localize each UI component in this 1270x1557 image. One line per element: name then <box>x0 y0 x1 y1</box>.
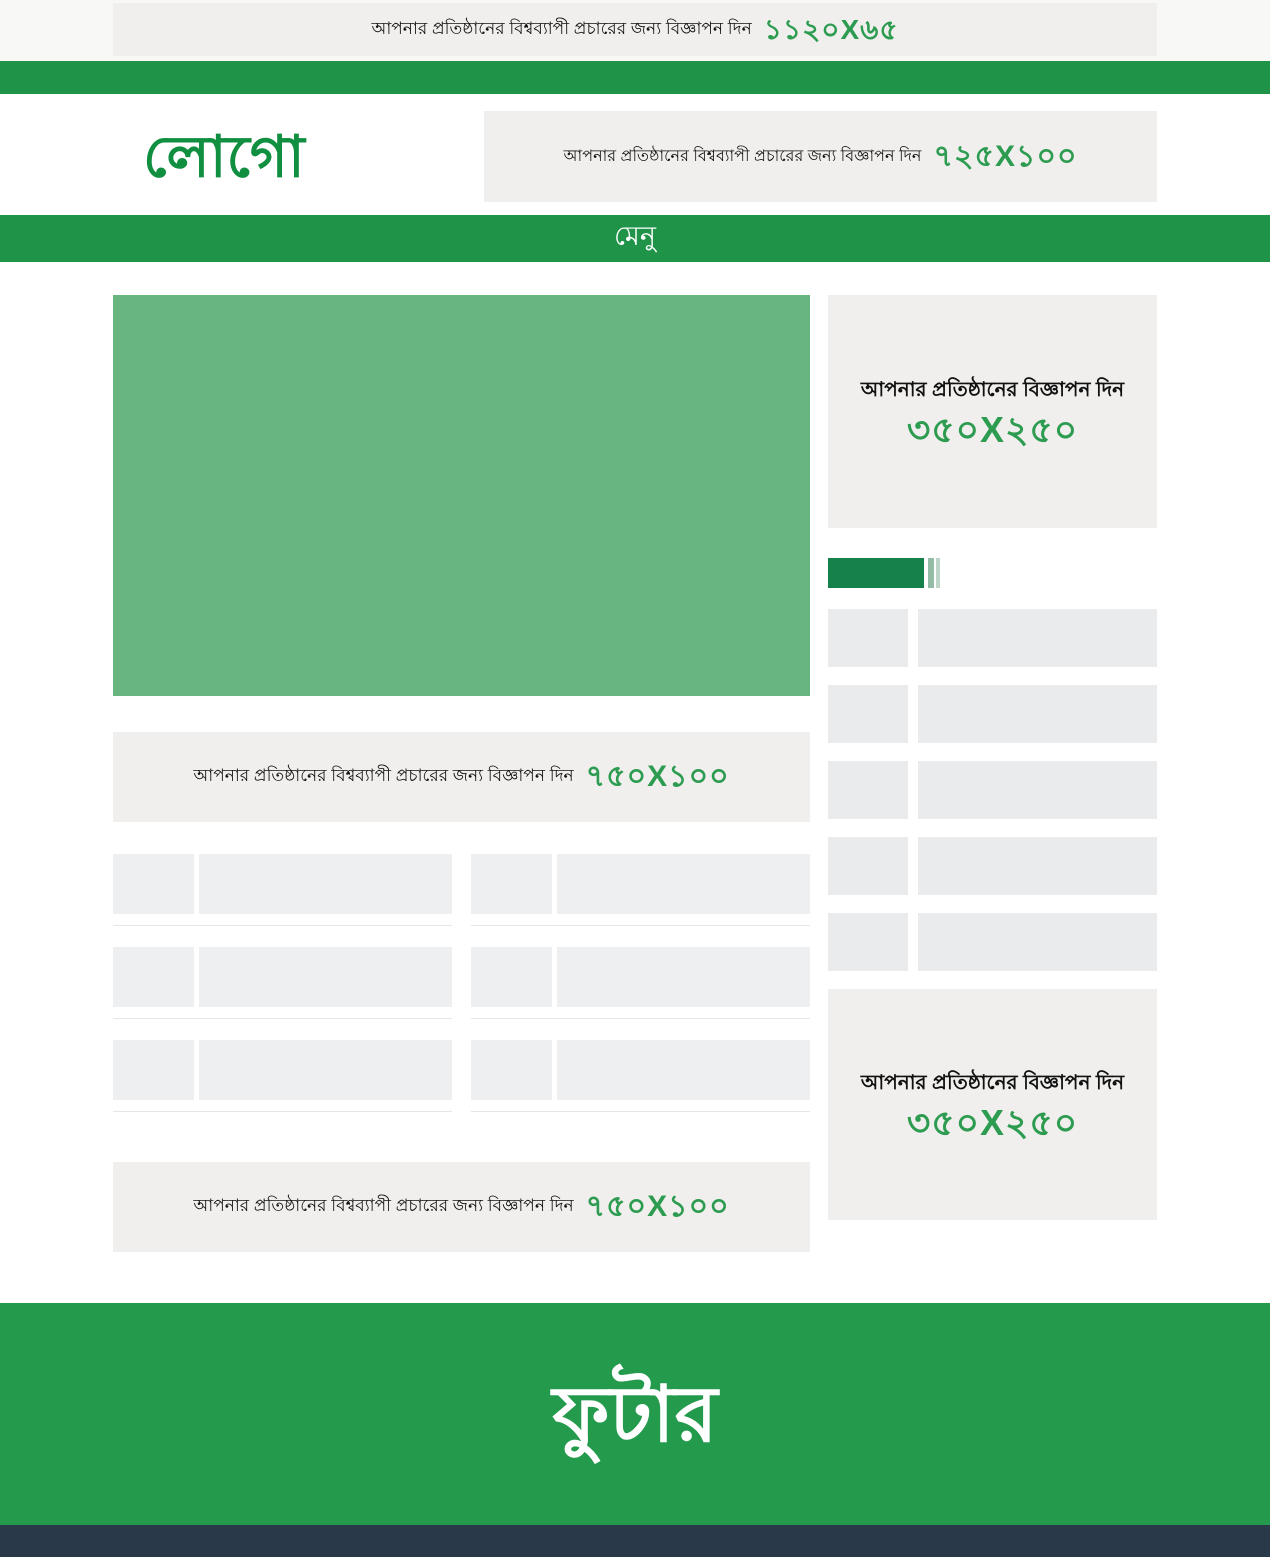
news-thumbnail-placeholder <box>471 854 552 914</box>
top-ad-text: আপনার প্রতিষ্ঠানের বিশ্বব্যাপী প্রচারের জন্য বিজ্ঞাপন দিন <box>371 18 752 38</box>
section-heading-stripe <box>928 558 934 588</box>
main-column <box>113 295 810 1252</box>
sidebar-text-placeholder <box>918 609 1157 667</box>
news-text-placeholder <box>557 1040 810 1100</box>
news-text-placeholder <box>199 1040 452 1100</box>
section-heading-stripe <box>936 558 940 588</box>
sidebar-text-placeholder <box>918 685 1157 743</box>
site-logo[interactable]: লোগো <box>143 123 305 189</box>
header-ad-banner[interactable] <box>484 111 1157 202</box>
menu-bar[interactable] <box>0 215 1270 262</box>
brand-bar <box>0 61 1270 94</box>
site-footer <box>0 1303 1270 1525</box>
sidebar-news-item[interactable] <box>828 609 1157 667</box>
news-text-placeholder <box>557 854 810 914</box>
top-ad-banner[interactable] <box>113 3 1157 56</box>
news-text-placeholder <box>199 947 452 1007</box>
sidebar-thumbnail-placeholder <box>828 913 908 971</box>
sidebar-text-placeholder <box>918 761 1157 819</box>
news-item[interactable] <box>471 854 810 926</box>
news-thumbnail-placeholder <box>113 1040 194 1100</box>
content-area <box>113 262 1157 1252</box>
sidebar-news-item[interactable] <box>828 685 1157 743</box>
header-ad-size: ৭২৫X১০০ <box>933 139 1078 173</box>
bottom-bar <box>0 1525 1270 1557</box>
content-ad-banner-bottom[interactable] <box>113 1162 810 1252</box>
news-item[interactable] <box>113 947 452 1019</box>
news-grid <box>113 854 810 1133</box>
content-ad-bottom-text: আপনার প্রতিষ্ঠানের বিশ্বব্যাপী প্রচারের জন্য বিজ্ঞাপন দিন <box>193 1196 574 1215</box>
content-ad-top-text: আপনার প্রতিষ্ঠানের বিশ্বব্যাপী প্রচারের জন্য বিজ্ঞাপন দিন <box>193 766 574 785</box>
news-item[interactable] <box>471 947 810 1019</box>
news-thumbnail-placeholder <box>113 947 194 1007</box>
header-ad-text: আপনার প্রতিষ্ঠানের বিশ্বব্যাপী প্রচারের জন্য বিজ্ঞাপন দিন <box>563 148 922 165</box>
footer-label: ফুটার <box>552 1370 718 1458</box>
content-ad-bottom-size: ৭৫০X১০০ <box>585 1190 730 1223</box>
sidebar-thumbnail-placeholder <box>828 761 908 819</box>
sidebar-section-heading-placeholder <box>828 558 1157 588</box>
sidebar <box>828 295 1157 1252</box>
site-header <box>0 94 1270 215</box>
news-thumbnail-placeholder <box>471 947 552 1007</box>
news-text-placeholder <box>199 854 452 914</box>
news-item[interactable] <box>113 1040 452 1112</box>
sidebar-ad-top-text: আপনার প্রতিষ্ঠানের বিজ্ঞাপন দিন <box>860 379 1125 401</box>
content-ad-banner-top[interactable] <box>113 732 810 822</box>
top-ad-strip <box>0 0 1270 61</box>
sidebar-thumbnail-placeholder <box>828 837 908 895</box>
sidebar-news-item[interactable] <box>828 913 1157 971</box>
section-heading-bar <box>828 558 924 588</box>
sidebar-thumbnail-placeholder <box>828 609 908 667</box>
sidebar-ad-top[interactable] <box>828 295 1157 528</box>
sidebar-ad-bottom-size: ৩৫০X২৫০ <box>906 1102 1079 1143</box>
news-item[interactable] <box>113 854 452 926</box>
sidebar-text-placeholder <box>918 837 1157 895</box>
content-ad-top-size: ৭৫০X১০০ <box>585 760 730 793</box>
news-thumbnail-placeholder <box>471 1040 552 1100</box>
news-item[interactable] <box>471 1040 810 1112</box>
sidebar-news-item[interactable] <box>828 837 1157 895</box>
sidebar-news-item[interactable] <box>828 761 1157 819</box>
menu-label: মেনু <box>613 221 657 251</box>
news-text-placeholder <box>557 947 810 1007</box>
sidebar-ad-top-size: ৩৫০X২৫০ <box>906 409 1079 450</box>
sidebar-text-placeholder <box>918 913 1157 971</box>
featured-slider-placeholder[interactable] <box>113 295 810 696</box>
sidebar-ad-bottom[interactable] <box>828 989 1157 1220</box>
news-thumbnail-placeholder <box>113 854 194 914</box>
sidebar-news-list <box>828 609 1157 971</box>
sidebar-ad-bottom-text: আপনার প্রতিষ্ঠানের বিজ্ঞাপন দিন <box>860 1072 1125 1094</box>
sidebar-thumbnail-placeholder <box>828 685 908 743</box>
top-ad-size: ১১২০X৬৫ <box>763 13 899 45</box>
